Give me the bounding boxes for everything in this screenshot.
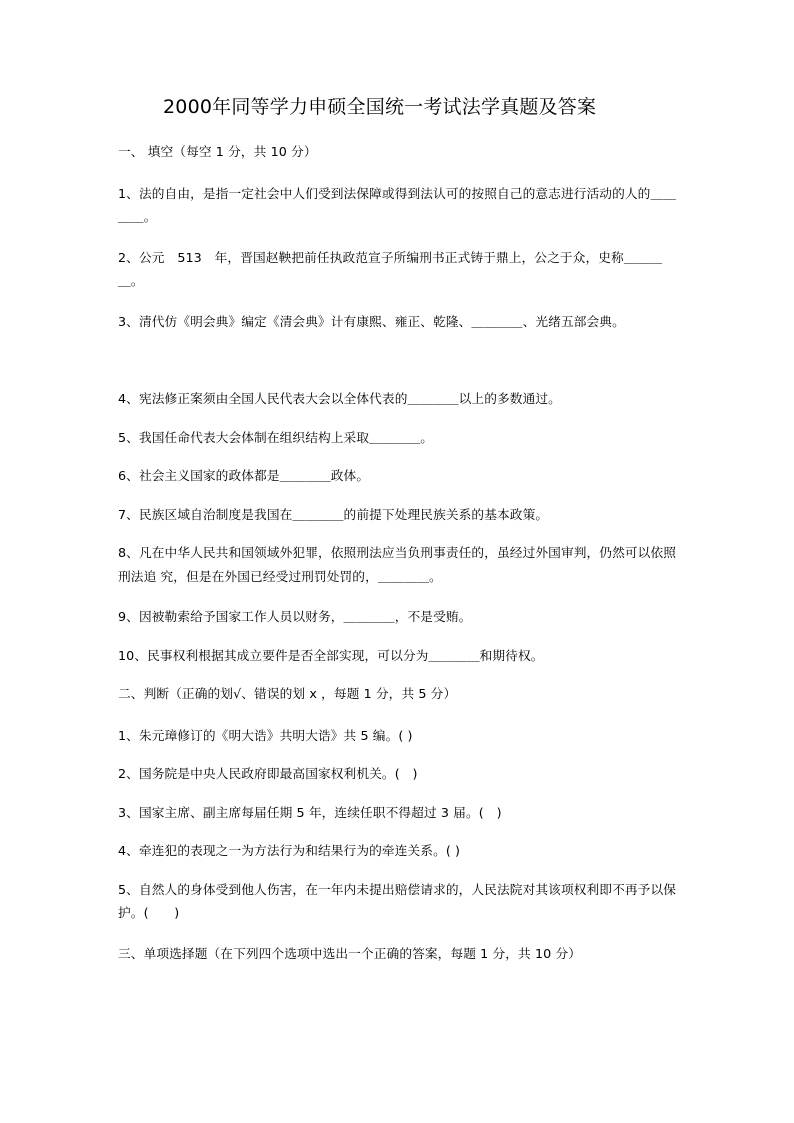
question-item: 2、国务院是中央人民政府即最高国家权利机关。( ) xyxy=(118,766,418,781)
document-content xyxy=(118,92,680,983)
question-item: 8、凡在中华人民共和国领域外犯罪，依照刑法应当负刑事责任的，虽经过外国审判，仍然可以依照刑法追 究，但是在外国已经受过刑罚处罚的，＿＿＿＿。 xyxy=(118,545,677,584)
page-title: 2000年同等学力申硕全国统一考试法学真题及答案 xyxy=(163,96,597,118)
question-item: 10、民事权利根据其成立要件是否全部实现，可以分为＿＿＿＿和期待权。 xyxy=(118,647,544,663)
question-item: 9、因被勒索给予国家工作人员以财务，＿＿＿＿，不是受贿。 xyxy=(118,609,472,624)
section-heading-true-false: 二、判断（正确的划√、错误的划 x ，每题 1 分，共 5 分） xyxy=(118,686,457,701)
question-item: 3、清代仿《明会典》编定《清会典》计有康熙、雍正、乾隆、＿＿＿＿、光绪五部会典。 xyxy=(118,313,625,329)
question-item: 5、我国任命代表大会体制在组织结构上采取＿＿＿＿。 xyxy=(118,429,434,445)
question-item: 1、法的自由，是指一定社会中人们受到法保障或得到法认可的按照自己的意志进行活动的人的＿＿＿＿。 xyxy=(118,185,677,224)
section-heading-fill-in-blank: 一、 填空（每空 1 分，共 10 分） xyxy=(118,144,317,159)
question-item: 6、社会主义国家的政体都是＿＿＿＿政体。 xyxy=(118,468,370,483)
question-item: 5、自然人的身体受到他人伤害，在一年内未提出赔偿请求的，人民法院对其该项权利即不再予以保护。( ) xyxy=(118,881,677,920)
question-item: 3、国家主席、副主席每届任期 5 年，连续任职不得超过 3 届。( ) xyxy=(118,804,502,820)
question-item: 4、宪法修正案须由全国人民代表大会以全体代表的＿＿＿＿以上的多数通过。 xyxy=(118,391,561,406)
question-item: 7、民族区域自治制度是我国在＿＿＿＿的前提下处理民族关系的基本政策。 xyxy=(118,506,549,522)
question-item: 2、公元 513 年，晋国赵鞅把前任执政范宣子所编刑书正式铸于鼎上，公之于众，史称＿＿＿＿。 xyxy=(118,249,663,288)
question-item: 1、朱元璋修订的《明大诰》共明大诰》共 5 编。( ) xyxy=(118,727,413,743)
section-heading-multiple-choice: 三、单项选择题（在下列四个选项中选出一个正确的答案，每题 1 分，共 10 分） xyxy=(118,945,582,961)
question-item: 4、牵连犯的表现之一为方法行为和结果行为的牵连关系。( ) xyxy=(118,843,461,858)
